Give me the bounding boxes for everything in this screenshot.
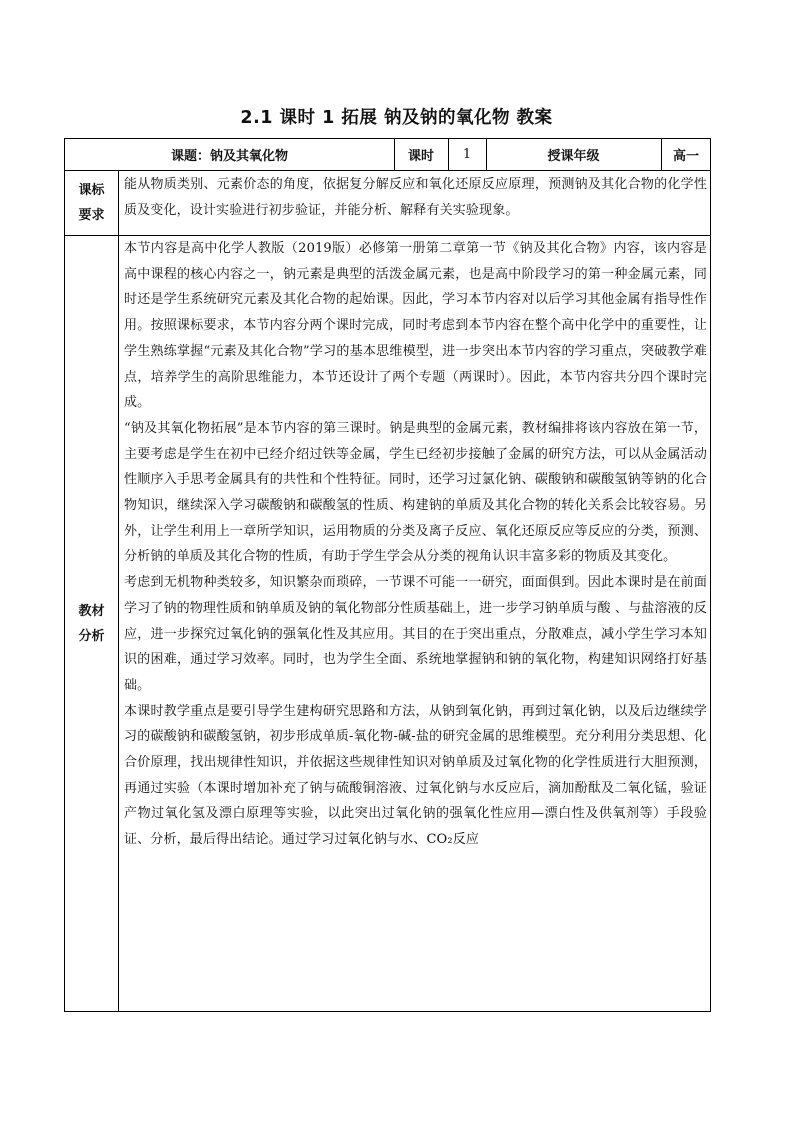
analysis-paragraph: 本节内容是高中化学人教版（2019版）必修第一册第二章第一节《钠及其化合物》内容，该内容是高中课程的核心内容之一，钠元素是典型的活泼金属元素，也是高中阶段学习的第一种金属元素，同时还是学生系统研究元素及其化合物的起始课。因此，学习本节内容对以后学习其他金属有指导性作用。按照课标要求，本节内容分两个课时完成，同时考虑到本节内容在整个高中化学中的重要性，让学生熟练掌握“元素及其化合物”学习的基本思维模型，进一步突出本节内容的学习重点，突破教学难点，培养学生的高阶思维能力，本节还设计了两个专题（两课时）。因此，本节内容共分四个课时完成。 (124, 241, 707, 411)
label-column-divider (118, 170, 119, 1012)
analysis-label-line2: 分析 (78, 628, 105, 644)
topic-cell: 课题：钠及其氧化物 (170, 149, 288, 164)
curriculum-label-line2: 要求 (78, 207, 105, 223)
grade-value: 高一 (672, 149, 699, 164)
lesson-plan-table (64, 138, 711, 1012)
analysis-paragraph: 考虑到无机物种类较多，知识繁杂而琐碎，一节课不可能一一研究，面面俱到。因此本课时是在前面学习了钠的物理性质和钠单质及钠的氧化物部分性质基础上，进一步学习钠单质与酸 、与盐溶液的反应，进一步探究过氧化钠的强氧化性及其应用。其目的在于突出重点，分散难点，减小学生学习本知识的困难，通过学习效率。同时，也为学生全面、系统地掌握钠和钠的氧化物，构建知识网络打好基础。 (124, 575, 707, 693)
analysis-label-line1: 教材 (78, 603, 105, 619)
curriculum-label (65, 170, 118, 235)
document-title: 2.1 课时 1 拓展 钠及钠的氧化物 教案 (240, 108, 553, 128)
period-value: 1 (462, 147, 472, 162)
period-label: 课时 (407, 149, 434, 164)
row-divider (65, 170, 710, 171)
curriculum-label-line1: 课标 (78, 182, 105, 198)
analysis-label (65, 235, 118, 1012)
curriculum-text: 能从物质类别、元素价态的角度，依据复分解反应和氧化还原反应原理，预测钠及其化合物的化学性质及变化，设计实验进行初步验证，并能分析、解释有关实验现象。 (124, 177, 707, 218)
analysis-paragraph: “钠及其氧化物拓展”是本节内容的第三课时。钠是典型的金属元素，教材编排将该内容放在第一节，主要考虑是学生在初中已经介绍过铁等金属，学生已经初步接触了金属的研究方法，可以从金属活动性顺序入手思考金属具有的共性和个性特征。同时，还学习过氯化钠、碳酸钠和碳酸氢钠等钠的化合物知识，继续深入学习碳酸钠和碳酸氢的性质、构建钠的单质及其化合物的转化关系会比较容易。另外，让学生利用上一章所学知识，运用物质的分类及离子反应、氧化还原反应等反应的分类，预测、分析钠的单质及其化合物的性质，有助于学生学会从分类的视角认识丰富多彩的物质及其变化。 (124, 420, 707, 565)
analysis-paragraph: 本课时教学重点是要引导学生建构研究思路和方法，从钠到氧化钠，再到过氧化钠，以及后边继续学习的碳酸钠和碳酸氢钠，初步形成单质-氧化物-碱-盐的研究金属的思维模型。充分利用分类思想、化合价原理，找出规律性知识，并依据这些规律性知识对钠单质及过氧化物的化学性质进行大胆预测，再通过实验（本课时增加补充了钠与硫酸铜溶液、过氧化钠与水反应后，滴加酚酞及二氧化锰，验证产物过氧化氢及漂白原理等实验，以此突出过氧化钠的强氧化性应用—漂白性及供氧剂等）手段验证、分析，最后得出结论。通过学习过氧化钠与水、CO₂反应 (124, 703, 707, 848)
grade-label: 授课年级 (547, 149, 600, 164)
